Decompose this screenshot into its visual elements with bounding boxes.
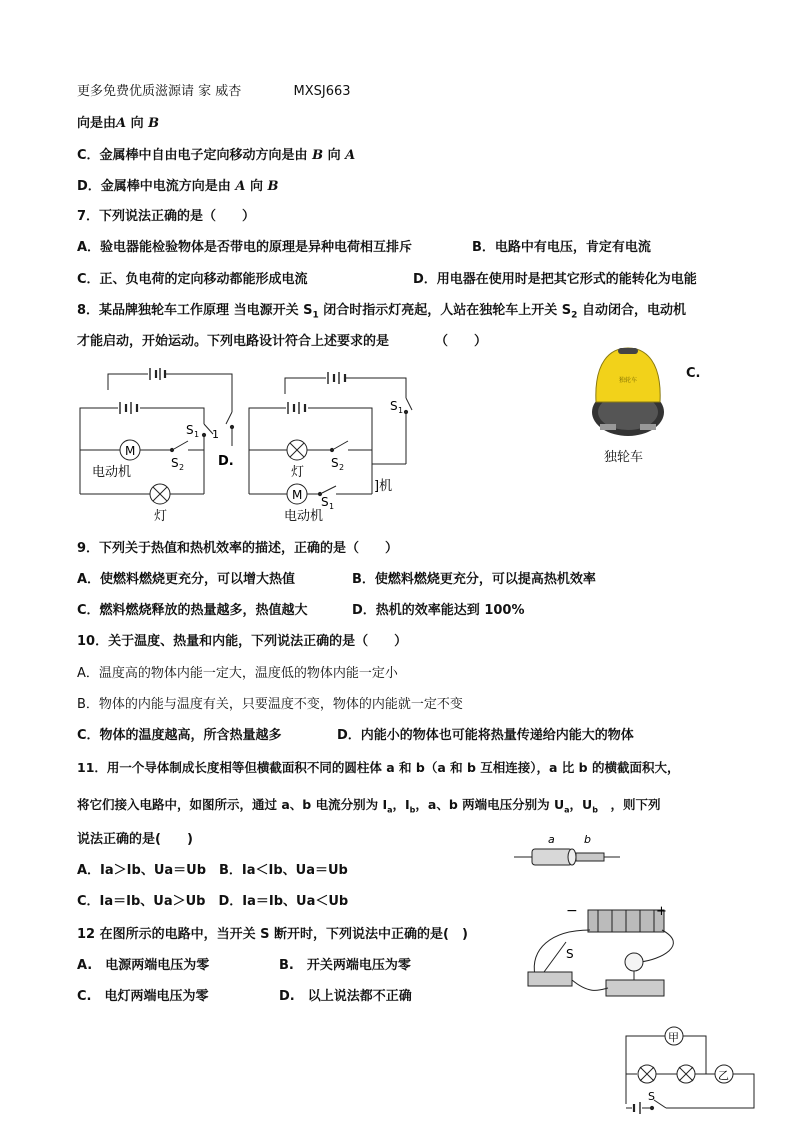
q7-option-d: D．用电器在使用时是把其它形式的能转化为电能 [413,272,697,287]
q12-option-c: C. 电灯两端电压为零 [77,989,209,1004]
q12-option-a: A. 电源两端电压为零 [77,958,210,973]
fig2-s1-label: S [390,399,398,413]
unicycle-image [588,342,668,438]
q11-options-cd: C．Ia＝Ib、Ua＞Ub D．Ia＝Ib、Ua＜Ub [77,894,349,909]
q7-option-b: B．电路中有电压，肯定有电流 [472,240,651,255]
q8-stem-line2: 才能启动，开始运动。下列电路设计符合上述要求的是 （ ） [77,334,488,349]
fig2-lamp-label: 灯 [291,465,305,480]
q12-stem: 12 在图所示的电路中，当开关 S 断开时，下列说法中正确的是( ) [77,927,468,942]
svg-text:1: 1 [398,406,404,415]
q9-option-b: B．使燃料燃烧更充分，可以提高热机效率 [352,572,596,587]
q9-option-d: D．热机的效率能达到 100% [352,603,525,618]
fig1-s2-label: S [171,456,179,470]
q10-option-c: C．物体的温度越高，所含热量越多 [77,728,282,743]
q10-option-a: A．温度高的物体内能一定大，温度低的物体内能一定小 [77,666,398,681]
fig12-switch-label: S [566,947,574,961]
q11-stem-line1: 11．用一个导体制成长度相等但横截面积不同的圆柱体 a 和 b（a 和 b 互相连接），a 比 b 的横截面积大， [77,760,680,775]
last-fig-s: S [648,1090,655,1103]
fig1-motor-symbol: M [125,444,136,458]
q8-stem-line1: 8．某品牌独轮车工作原理 当电源开关 $S_1$ 闭合时指示灯亮起，人站在独轮车上开关 $S_2$ 自动闭合，电动机 [77,303,686,321]
last-fig-yi: 乙 [718,1069,729,1082]
svg-text:2: 2 [339,463,345,472]
fig2-cut-label: ]机 [374,479,393,494]
header-promo: 更多免费优质滋源请 家 威杏 [77,84,242,99]
fig2-motor-symbol: M [292,488,303,502]
fig1-s1b-label: 1 [212,428,219,441]
svg-text:2: 2 [179,463,185,472]
fig2-s2-label: S [331,456,339,470]
fig2-motor-label: 电动机 [284,509,324,524]
q9-option-c: C．燃料燃烧释放的热量越多，热值越大 [77,603,308,618]
fig12-minus: − [566,903,578,919]
q11-stem-line3: 说法正确的是( ) [77,832,193,847]
q7-option-c: C．正、负电荷的定向移动都能形成电流 [77,272,308,287]
q11-options-ab: A．Ia＞Ib、Ua＝Ub B．Ia＜Ib、Ua＝Ub [77,863,348,878]
unicycle-caption: 独轮车 [604,450,644,465]
fig12-plus: + [656,904,667,919]
q10-stem: 10．关于温度、热量和内能，下列说法正确的是（ ） [77,634,408,649]
q6-option-c: C．金属棒中自由电子定向移动方向是由 B 向 A [77,148,356,163]
q6-continuation: 向是由A 向 B [77,116,160,131]
fig-a-label: a [548,833,555,846]
q8-option-c-label: C. [686,366,701,381]
q8-option-d-label: D. [218,454,234,469]
fig1-lamp-label: 灯 [154,509,168,524]
last-fig-jia: 甲 [668,1031,679,1044]
fig1-motor-label: 电动机 [92,465,132,480]
fig2-s1b-label: S [321,495,329,509]
q11-stem-line2: 将它们接入电路中，如图所示，通过 a、b 电流分别为 $I_a$，$I_b$，a、b 两端电压分别为 $U_a$，$U_b$ ，则下列 [77,797,661,815]
svg-text:1: 1 [329,502,335,511]
q12-option-d: D. 以上说法都不正确 [279,989,412,1004]
q6-option-d: D．金属棒中电流方向是由 A 向 B [77,179,279,194]
header-code: MXSJ663 [293,84,351,99]
svg-text:1: 1 [194,430,200,439]
q9-stem: 9．下列关于热值和热机效率的描述，正确的是（ ） [77,541,399,556]
unicycle-brand-text: 独轮车 [618,377,638,384]
q7-option-a: A．验电器能检验物体是否带电的原理是异种电荷相互排斥 [77,240,413,255]
q12-option-b: B. 开关两端电压为零 [279,958,411,973]
fig-b-label: b [584,833,591,846]
q10-option-b: B．物体的内能与温度有关，只要温度不变，物体的内能就一定不变 [77,697,463,712]
q7-stem: 7．下列说法正确的是（ ） [77,209,256,224]
q10-option-d: D．内能小的物体也可能将热量传递给内能大的物体 [337,728,634,743]
fig1-s1-label: S [186,423,194,437]
q9-option-a: A．使燃料燃烧更充分，可以增大热值 [77,572,296,587]
